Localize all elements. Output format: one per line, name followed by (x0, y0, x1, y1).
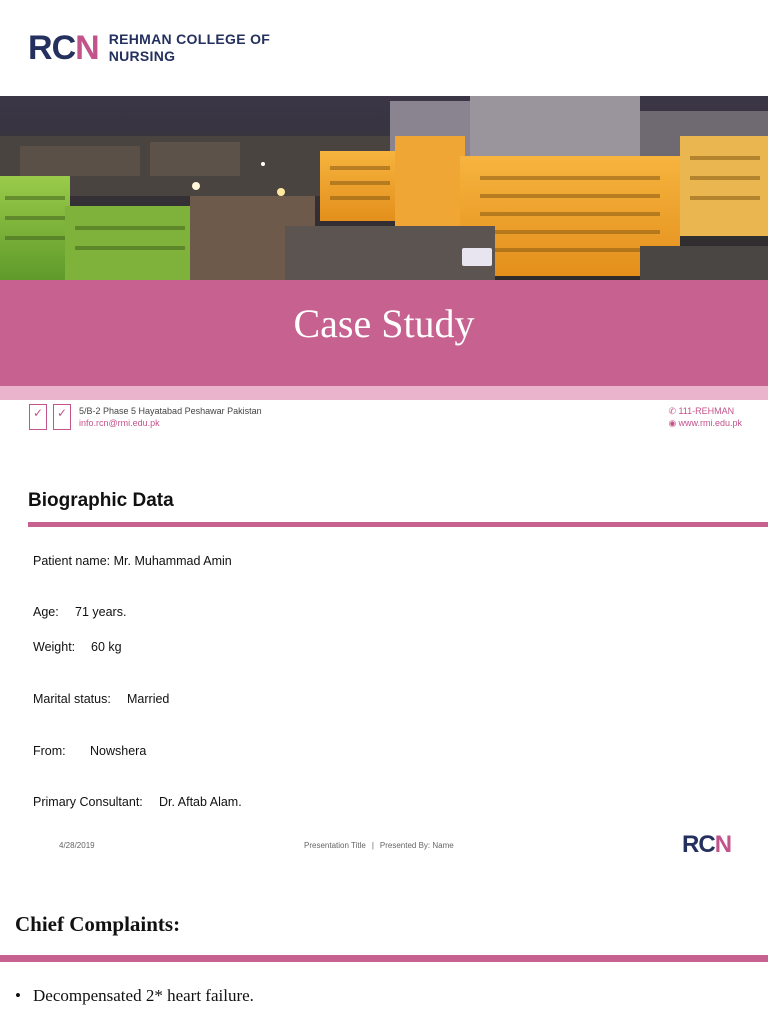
footer-presentation-title: Presentation Title (304, 841, 366, 850)
slide-title: Case Study (293, 301, 475, 346)
logo-letter-r: R (28, 29, 52, 67)
phone-text: 111-REHMAN (678, 406, 735, 416)
list-item (15, 986, 254, 1006)
chief-complaints-heading: Chief Complaints: (15, 912, 181, 936)
field-label: Primary Consultant: (33, 795, 143, 809)
iso-cert-icon: ✓ (53, 404, 71, 430)
footer-presentation-info (304, 841, 454, 850)
website-link[interactable]: www.rmi.edu.pk (678, 418, 742, 428)
complaint-text: Decompensated 2* heart failure. (33, 986, 254, 1005)
logo-letter-c: C (51, 29, 76, 67)
bio-slide-footer (0, 831, 768, 862)
field-label: Age: (33, 605, 59, 619)
field-age (33, 605, 126, 619)
field-label: Weight: (33, 640, 76, 654)
field-label: From: (33, 744, 66, 758)
field-label: Marital status: (33, 692, 111, 706)
footer-separator: | (371, 841, 374, 850)
college-logo (28, 30, 270, 66)
logo-letter-r: R (682, 831, 699, 858)
email-link[interactable]: info.rcn@rmi.edu.pk (79, 418, 160, 428)
address-text: 5/B-2 Phase 5 Hayatabad Peshawar Pakistan (79, 406, 262, 416)
field-value: 60 kg (91, 640, 122, 654)
footer-presented-by: Presented By: Name (379, 841, 454, 850)
field-value: Mr. Muhammad Amin (113, 554, 232, 568)
college-name-line2: NURSING (108, 48, 176, 64)
field-value: Married (127, 692, 170, 706)
title-strip (0, 386, 768, 400)
field-value: Dr. Aftab Alam. (159, 795, 242, 809)
footer-rcn-logo (682, 833, 731, 857)
heading-rule (28, 522, 768, 527)
college-name-line1: REHMAN COLLEGE OF (108, 31, 271, 47)
field-label: Patient name: (33, 554, 111, 568)
biographic-heading: Biographic Data (28, 490, 174, 511)
globe-icon: ◉ (668, 418, 677, 428)
logo-letter-n: N (75, 29, 99, 67)
bullet-icon: • (15, 986, 21, 1005)
check-cert-icon: ✓ (29, 404, 47, 430)
college-name (109, 31, 270, 65)
campus-night-photo (0, 96, 768, 280)
logo-letter-c: C (698, 831, 715, 858)
title-slide-footer (0, 400, 768, 440)
contact-phone-web (668, 405, 742, 429)
field-primary-consultant (33, 795, 242, 809)
field-marital-status (33, 692, 169, 706)
field-value: Nowshera (90, 744, 147, 758)
title-band (0, 280, 768, 386)
phone-icon: ✆ (668, 406, 677, 416)
complaints-list (15, 986, 254, 1006)
field-patient-name (33, 554, 232, 568)
complaints-rule (0, 955, 768, 962)
field-weight (33, 640, 122, 654)
field-value: 71 years. (75, 605, 127, 619)
contact-address-block (79, 405, 262, 429)
footer-date: 4/28/2019 (59, 841, 95, 850)
logo-letter-n: N (714, 831, 732, 858)
rcn-logo-mark (28, 31, 99, 65)
field-from (33, 744, 146, 758)
